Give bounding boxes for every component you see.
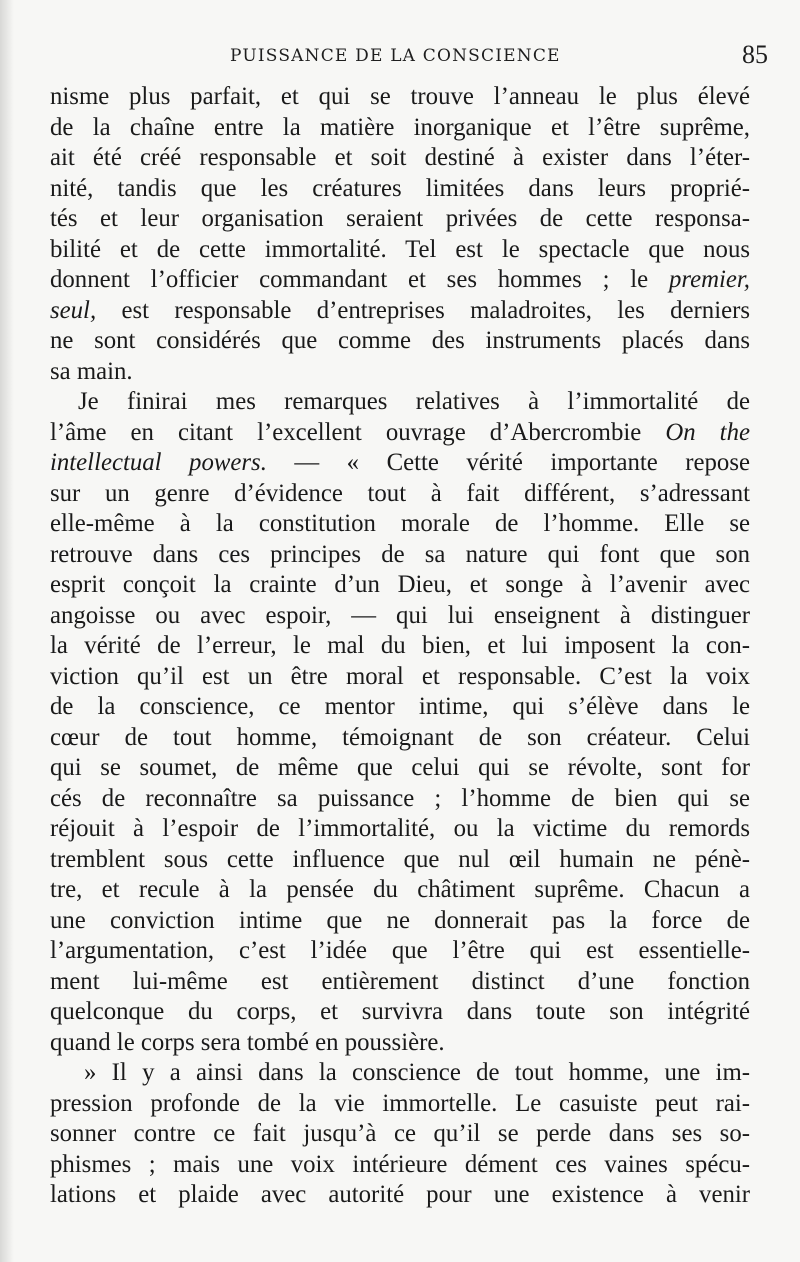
page-gutter-shadow bbox=[0, 0, 14, 1262]
text-line: phismes ; mais une voix intérieure dément ces vaines spécu- bbox=[50, 1150, 750, 1178]
italic-text-run: premier, bbox=[668, 266, 750, 293]
text-line: sur un genre d’évidence tout à fait différent, s’adressant bbox=[50, 479, 750, 507]
text-line: pression profonde de la vie immortelle. Le casuiste peut rai- bbox=[50, 1089, 750, 1117]
text-line: viction qu’il est un être moral et responsable. C’est la voix bbox=[50, 662, 750, 690]
text-line bbox=[50, 296, 750, 327]
text-line bbox=[50, 418, 750, 449]
running-title: PUISSANCE DE LA CONSCIENCE bbox=[230, 46, 561, 66]
text-line: nisme plus parfait, et qui se trouve l’anneau le plus élevé bbox=[50, 83, 750, 110]
italic-text-run: seul, bbox=[50, 296, 97, 324]
text-line: nité, tandis que les créatures limitées dans leurs proprié- bbox=[50, 174, 750, 202]
text-run: est responsable d’entreprises maladroites, les derniers bbox=[96, 296, 750, 324]
text-line: angoisse ou avec espoir, — qui lui enseignent à distinguer bbox=[50, 601, 750, 629]
text-line: cœur de tout homme, témoignant de son créateur. Celui bbox=[50, 723, 750, 751]
text-line: cés de reconnaître sa puissance ; l’homme de bien qui se bbox=[50, 784, 750, 812]
text-run: donnent l’officier commandant et ses hommes ; le bbox=[50, 266, 669, 293]
italic-text-run: intellectual powers. bbox=[50, 449, 267, 476]
text-line: qui se soumet, de même que celui qui se révolte, sont for bbox=[50, 754, 750, 781]
text-line: de la chaîne entre la matière inorganique et l’être suprême, bbox=[50, 113, 750, 141]
text-line: réjouit à l’espoir de l’immortalité, ou la victime du remords bbox=[50, 815, 750, 842]
text-line: une conviction intime que ne donnerait pas la force de bbox=[50, 906, 750, 934]
page-number: 85 bbox=[742, 40, 768, 69]
paragraph bbox=[50, 387, 750, 1058]
text-line bbox=[50, 265, 750, 296]
text-line: esprit conçoit la crainte d’un Dieu, et songe à l’avenir avec bbox=[50, 571, 750, 598]
paragraph bbox=[50, 82, 750, 387]
text-line: quand le corps sera tombé en poussière. bbox=[50, 1028, 445, 1056]
paragraph bbox=[50, 1058, 750, 1211]
text-line: bilité et de cette immortalité. Tel est le spectacle que nous bbox=[50, 235, 750, 263]
text-line: ne sont considérés que comme des instruments placés dans bbox=[50, 327, 750, 354]
text-line: » Il y a ainsi dans la conscience de tout homme, une im- bbox=[84, 1059, 750, 1086]
text-line: lations et plaide avec autorité pour une existence à venir bbox=[50, 1181, 750, 1208]
text-line: tre, et recule à la pensée du châtiment suprême. Chacun a bbox=[50, 876, 750, 903]
text-line: elle-même à la constitution morale de l’homme. Elle se bbox=[50, 510, 750, 537]
text-run: — « Cette vérité importante repose bbox=[266, 449, 750, 476]
text-line: Je finirai mes remarques relatives à l’immortalité de bbox=[78, 388, 750, 415]
text-line: quelconque du corps, et survivra dans toute son intégrité bbox=[50, 998, 750, 1025]
text-line bbox=[50, 448, 750, 479]
text-line: l’argumentation, c’est l’idée que l’être qui est essentielle- bbox=[50, 937, 750, 964]
text-run: l’âme en citant l’excellent ouvrage d’Abercrombie bbox=[50, 418, 666, 446]
text-line: sa main. bbox=[50, 357, 133, 385]
text-line: tremblent sous cette influence que nul œil humain ne pénè- bbox=[50, 845, 750, 873]
text-line: tés et leur organisation seraient privées de cette responsa- bbox=[50, 205, 750, 232]
text-line: de la conscience, ce mentor intime, qui s’élève dans le bbox=[50, 693, 750, 720]
text-line: ait été créé responsable et soit destiné à exister dans l’éter- bbox=[50, 144, 750, 171]
body-text bbox=[50, 82, 750, 1211]
text-line: sonner contre ce fait jusqu’à ce qu’il se perde dans ses so- bbox=[50, 1120, 750, 1147]
text-line: ment lui-même est entièrement distinct d’une fonction bbox=[50, 967, 750, 995]
text-line: retrouve dans ces principes de sa nature qui font que son bbox=[50, 540, 750, 568]
italic-text-run: On the bbox=[665, 418, 750, 446]
text-line: la vérité de l’erreur, le mal du bien, et lui imposent la con- bbox=[50, 632, 750, 659]
